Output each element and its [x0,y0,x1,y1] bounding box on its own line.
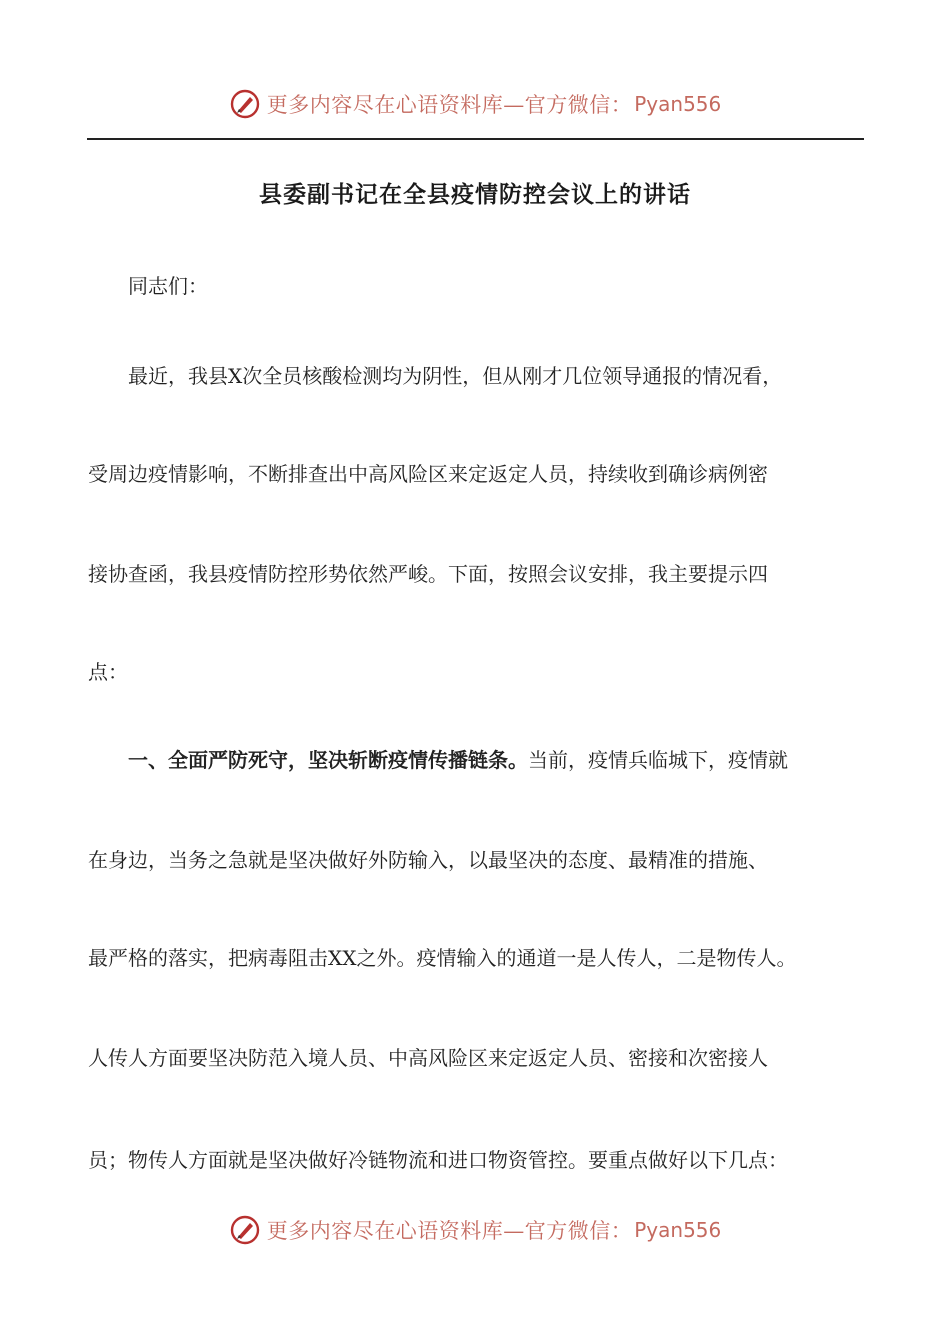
salutation: 同志们： [128,274,208,298]
paragraph-line: 最近，我县X次全员核酸检测均为阴性，但从刚才几位领导通报的情况看， [128,364,783,388]
paragraph-line: 人传人方面要坚决防范入境人员、中高风险区来定返定人员、密接和次密接人 [88,1046,768,1070]
header-rule [87,138,864,140]
section-text: 当前，疫情兵临城下，疫情就 [528,748,788,772]
pen-logo-icon [229,88,261,120]
paragraph-line: 接协查函，我县疫情防控形势依然严峻。下面，按照会议安排，我主要提示四 [88,562,768,586]
header-watermark [0,84,950,124]
paragraph-line: 点： [88,660,128,684]
watermark-text: 更多内容尽在心语资料库—官方微信： [266,93,633,117]
paragraph-line: 最严格的落实，把病毒阻击XX之外。疫情输入的通道一是人传人，二是物传人。 [88,946,797,970]
document-title: 县委副书记在全县疫情防控会议上的讲话 [259,182,691,208]
footer-watermark [0,1210,950,1250]
paragraph-line: 员；物传人方面就是坚决做好冷链物流和进口物资管控。要重点做好以下几点： [88,1148,788,1172]
pen-logo-icon [229,1214,261,1246]
watermark-handle: Pyan556 [634,92,722,116]
paragraph-line: 受周边疫情影响，不断排查出中高风险区来定返定人员，持续收到确诊病例密 [88,462,768,486]
watermark-text: 更多内容尽在心语资料库—官方微信： [266,1219,633,1243]
section-paragraph-line [128,746,788,774]
paragraph-line: 在身边，当务之急就是坚决做好外防输入，以最坚决的态度、最精准的措施、 [88,848,768,872]
section-heading: 一、全面严防死守，坚决斩断疫情传播链条。 [128,748,528,772]
watermark-handle: Pyan556 [634,1218,722,1242]
